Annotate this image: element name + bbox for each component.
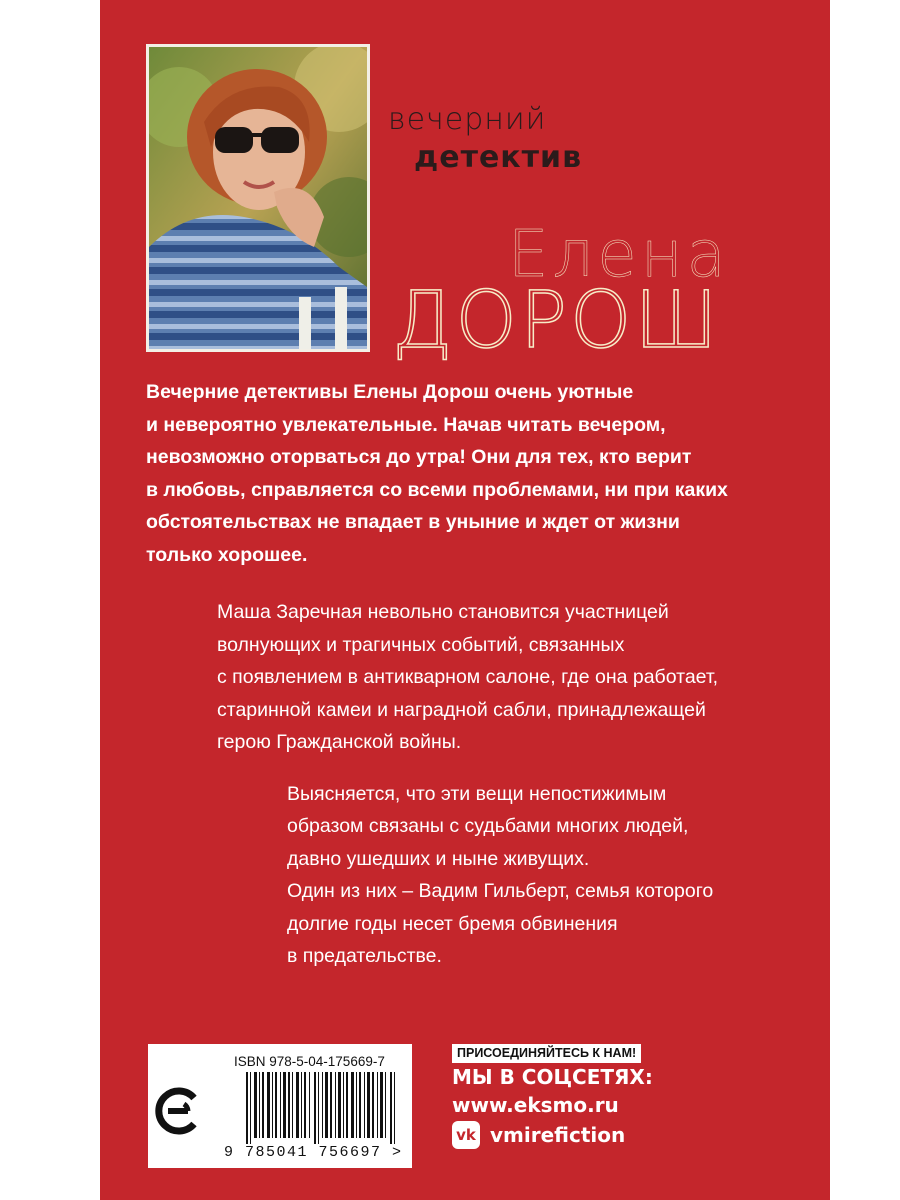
author-last-name: ДОРОШ: [392, 276, 721, 366]
blurb-line: в любовь, справляется со всеми проблемами, ни при каких: [146, 478, 728, 501]
author-photo: [146, 44, 370, 352]
eksmo-logo-icon: [154, 1084, 202, 1138]
synopsis-line: образом связаны с судьбами многих людей,: [287, 815, 689, 838]
join-us-badge: ПРИСОЕДИНЯЙТЕСЬ К НАМ!: [452, 1044, 641, 1063]
synopsis-line: Маша Заречная невольно становится участницей: [217, 601, 669, 623]
barcode-digits: 9 785041 756697 >: [224, 1144, 403, 1161]
blurb-line: обстоятельствах не впадает в уныние и ждет от жизни: [146, 511, 680, 533]
synopsis-line: в предательстве.: [287, 945, 442, 968]
synopsis-line: старинной камеи и наградной сабли, принадлежащей: [217, 698, 706, 721]
social-block: [452, 1044, 653, 1149]
synopsis-line: герою Гражданской войны.: [217, 731, 462, 754]
blurb-line: невозможно оторваться до утра! Они для тех, кто верит: [146, 446, 692, 468]
isbn-text: ISBN 978-5-04-175669-7: [234, 1054, 385, 1069]
vk-row[interactable]: [452, 1121, 653, 1149]
synopsis-paragraph-1: [217, 596, 718, 759]
vk-handle: vmirefiction: [490, 1123, 626, 1147]
barcode-panel: [148, 1044, 412, 1168]
social-heading: МЫ В СОЦСЕТЯХ:: [452, 1065, 653, 1089]
author-portrait-image: [149, 47, 367, 349]
series-blurb: [146, 376, 806, 571]
synopsis-line: Один из них – Вадим Гильберт, семья которого: [287, 880, 714, 903]
book-back-cover: [100, 0, 830, 1200]
series-title-line1: вечерний: [388, 102, 547, 137]
website-link[interactable]: www.eksmo.ru: [452, 1093, 619, 1117]
synopsis-line: давно ушедших и ныне живущих.: [287, 847, 590, 870]
barcode-image: [246, 1072, 396, 1144]
synopsis-paragraph-2: [287, 778, 713, 972]
synopsis-line: волнующих и трагичных событий, связанных: [217, 633, 625, 656]
synopsis-line: Выясняется, что эти вещи непостижимым: [287, 783, 667, 805]
series-title-line2: детектив: [414, 140, 583, 175]
synopsis-line: с появлением в антикварном салоне, где она работает,: [217, 666, 719, 689]
blurb-line: только хорошее.: [146, 543, 308, 566]
vk-icon: vk: [452, 1121, 480, 1149]
synopsis-line: долгие годы несет бремя обвинения: [287, 912, 618, 935]
blurb-line: Вечерние детективы Елены Дорош очень уютные: [146, 381, 634, 403]
author-first-name: Елена: [508, 218, 730, 292]
blurb-line: и невероятно увлекательные. Начав читать вечером,: [146, 413, 666, 436]
